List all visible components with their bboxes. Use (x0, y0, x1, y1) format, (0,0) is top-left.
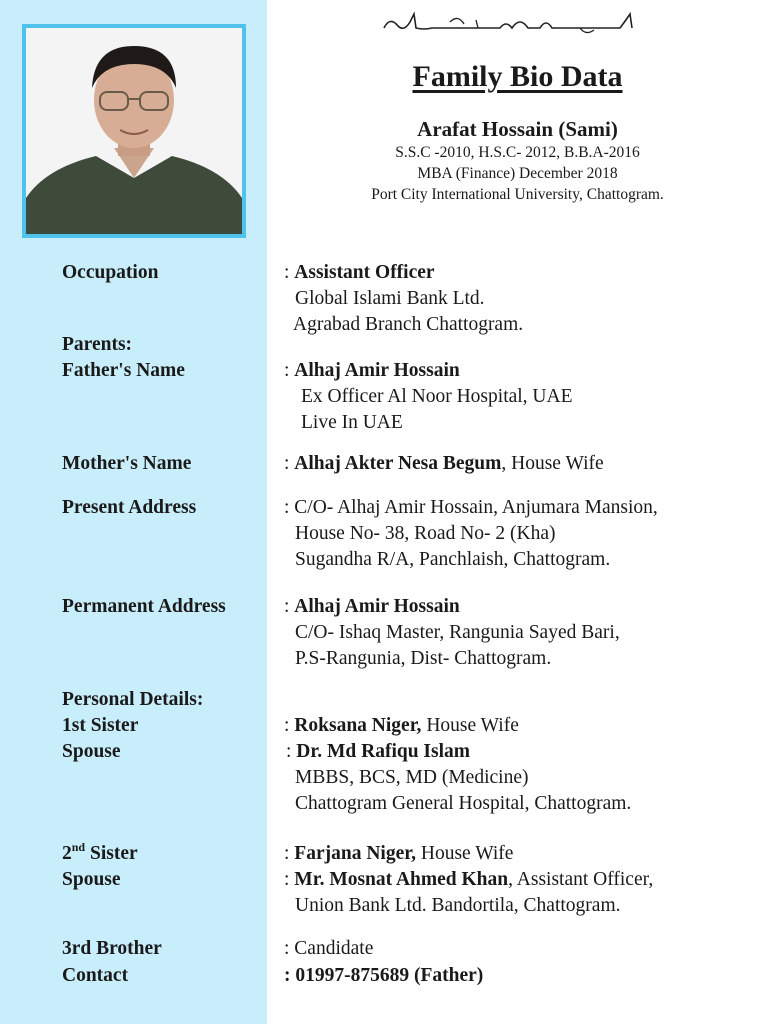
label-spouse-1: Spouse (62, 741, 121, 762)
bismillah-calligraphy-icon (380, 8, 640, 38)
value-sister-2: : Farjana Niger, House Wife (284, 843, 514, 864)
label-mother: Mother's Name (62, 453, 192, 474)
value-present-address-2: House No- 38, Road No- 2 (Kha) (295, 523, 556, 544)
label-occupation: Occupation (62, 262, 159, 283)
portrait-photo-icon (26, 28, 242, 234)
value-spouse-1-name: : Dr. Md Rafiqu Islam (286, 741, 471, 762)
label-sister-2: 2nd Sister (62, 840, 138, 864)
education-line-3: Port City International University, Chattogram. (371, 186, 664, 203)
value-permanent-address-3: P.S-Rangunia, Dist- Chattogram. (295, 648, 552, 669)
education-line-1: S.S.C -2010, H.S.C- 2012, B.B.A-2016 (395, 144, 640, 161)
value-present-address-3: Sugandha R/A, Panchlaish, Chattogram. (295, 549, 611, 570)
value-mother: : Alhaj Akter Nesa Begum, House Wife (284, 453, 604, 474)
candidate-name: Arafat Hossain (Sami) (417, 117, 618, 141)
value-father-job: Ex Officer Al Noor Hospital, UAE (301, 386, 573, 407)
value-spouse-2: : Mr. Mosnat Ahmed Khan, Assistant Officer, (284, 869, 654, 890)
candidate-header (267, 116, 768, 205)
value-contact: : 01997-875689 (Father) (284, 965, 484, 986)
value-spouse-2-workplace: Union Bank Ltd. Bandortila, Chattogram. (295, 895, 621, 916)
value-permanent-address-1: : Alhaj Amir Hossain (284, 596, 460, 617)
value-permanent-address-2: C/O- Ishaq Master, Rangunia Sayed Bari, (295, 622, 620, 643)
education-line-2: MBA (Finance) December 2018 (417, 165, 618, 182)
label-sister-1: 1st Sister (62, 715, 139, 736)
portrait-photo (22, 24, 246, 238)
label-personal-details: Personal Details: (62, 689, 204, 710)
document-title: Family Bio Data (412, 60, 623, 93)
value-spouse-1-degrees: MBBS, BCS, MD (Medicine) (295, 767, 529, 788)
label-parents: Parents: (62, 334, 133, 355)
value-occupation-title: : Assistant Officer (284, 262, 435, 283)
label-permanent-address: Permanent Address (62, 596, 226, 617)
value-father-residence: Live In UAE (301, 412, 403, 433)
value-occupation-bank: Global Islami Bank Ltd. (295, 288, 485, 309)
label-spouse-2: Spouse (62, 869, 121, 890)
label-brother-3: 3rd Brother (62, 938, 162, 959)
value-sister-1: : Roksana Niger, House Wife (284, 715, 519, 736)
value-brother-3: : Candidate (284, 938, 374, 959)
label-contact: Contact (62, 965, 129, 986)
label-father: Father's Name (62, 360, 185, 381)
value-present-address-1: : C/O- Alhaj Amir Hossain, Anjumara Mansion, (284, 497, 658, 518)
value-spouse-1-workplace: Chattogram General Hospital, Chattogram. (295, 793, 632, 814)
label-present-address: Present Address (62, 497, 197, 518)
value-father-name: : Alhaj Amir Hossain (284, 360, 460, 381)
value-occupation-branch: Agrabad Branch Chattogram. (293, 314, 524, 335)
